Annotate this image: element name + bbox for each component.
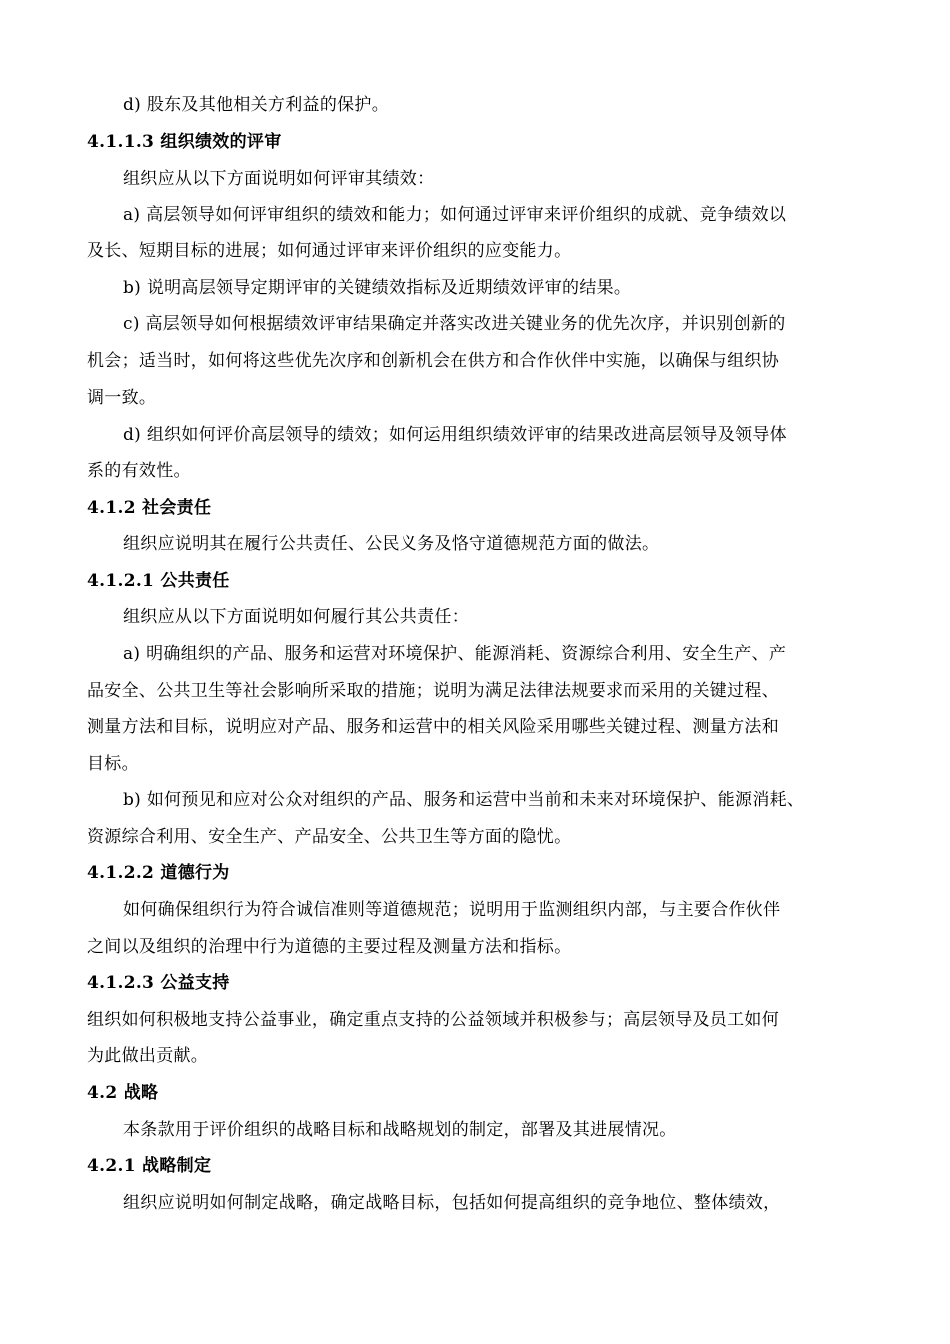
heading-4-1-2-3: 4.1.2.3 公益支持 — [87, 973, 230, 993]
paragraph-strategy-intro: 本条款用于评价组织的战略目标和战略规划的制定，部署及其进展情况。 — [123, 1120, 677, 1140]
heading-4-2-1: 4.2.1 战略制定 — [87, 1156, 212, 1176]
paragraph-social-responsibility: 组织应说明其在履行公共责任、公民义务及恪守道德规范方面的做法。 — [123, 534, 660, 554]
paragraph-charity-line-2: 为此做出贡献。 — [87, 1046, 209, 1066]
list-item-c-line-1: c) 高层领导如何根据绩效评审结果确定并落实改进关键业务的优先次序，并识别创新的 — [123, 314, 786, 334]
heading-4-1-2-2: 4.1.2.2 道德行为 — [87, 863, 230, 883]
list-item-a2-line-1: a) 明确组织的产品、服务和运营对环境保护、能源消耗、资源综合利用、安全生产、产 — [123, 644, 787, 664]
list-item-a2-line-4: 目标。 — [87, 754, 139, 774]
list-item-c-line-2: 机会；适当时，如何将这些优先次序和创新机会在供方和合作伙伴中实施，以确保与组织协 — [87, 351, 779, 371]
heading-4-1-2-1: 4.1.2.1 公共责任 — [87, 571, 230, 591]
paragraph-intro-performance: 组织应从以下方面说明如何评审其绩效： — [123, 169, 435, 189]
list-item-a2-line-2: 品安全、公共卫生等社会影响所采取的措施；说明为满足法律法规要求而采用的关键过程、 — [87, 681, 779, 701]
paragraph-ethics-line-1: 如何确保组织行为符合诚信准则等道德规范；说明用于监测组织内部，与主要合作伙伴 — [123, 900, 781, 920]
heading-4-1-2: 4.1.2 社会责任 — [87, 498, 212, 518]
list-item-b: b) 说明高层领导定期评审的关键绩效指标及近期绩效评审的结果。 — [123, 278, 632, 298]
list-item-d-line-2: 系的有效性。 — [87, 461, 191, 481]
list-item-b2-line-1: b) 如何预见和应对公众对组织的产品、服务和运营中当前和未来对环境保护、能源消耗、 — [123, 790, 805, 810]
paragraph-ethics-line-2: 之间以及组织的治理中行为道德的主要过程及测量方法和指标。 — [87, 937, 572, 957]
paragraph-intro-public: 组织应从以下方面说明如何履行其公共责任： — [123, 607, 469, 627]
paragraph-strategy-formulation: 组织应说明如何制定战略，确定战略目标，包括如何提高组织的竞争地位、整体绩效， — [123, 1193, 781, 1213]
paragraph-charity-line-1: 组织如何积极地支持公益事业，确定重点支持的公益领域并积极参与；高层领导及员工如何 — [87, 1010, 779, 1030]
list-item-a-line-2: 及长、短期目标的进展；如何通过评审来评价组织的应变能力。 — [87, 241, 572, 261]
list-item-a2-line-3: 测量方法和目标，说明应对产品、服务和运营中的相关风险采用哪些关键过程、测量方法和 — [87, 717, 779, 737]
list-item-c-line-3: 调一致。 — [87, 388, 157, 408]
list-item-d-shareholders: d) 股东及其他相关方利益的保护。 — [123, 95, 390, 115]
heading-4-2: 4.2 战略 — [87, 1083, 159, 1103]
list-item-b2-line-2: 资源综合利用、安全生产、产品安全、公共卫生等方面的隐忧。 — [87, 827, 572, 847]
heading-4-1-1-3: 4.1.1.3 组织绩效的评审 — [87, 132, 282, 152]
list-item-a-line-1: a) 高层领导如何评审组织的绩效和能力；如何通过评审来评价组织的成就、竞争绩效以 — [123, 205, 787, 225]
list-item-d-line-1: d) 组织如何评价高层领导的绩效；如何运用组织绩效评审的结果改进高层领导及领导体 — [123, 425, 787, 445]
